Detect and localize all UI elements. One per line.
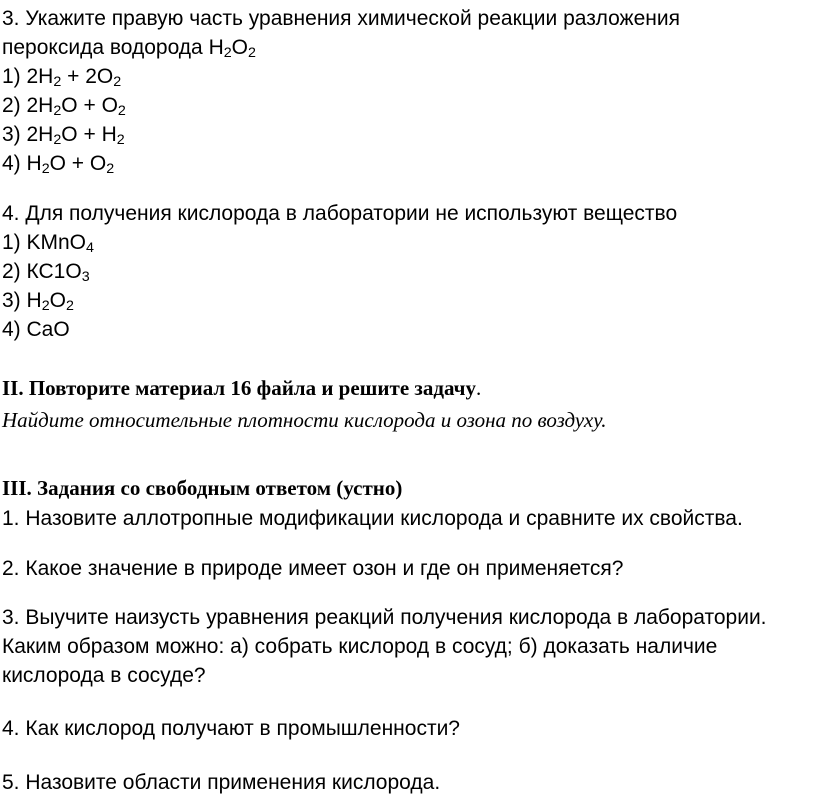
section2-heading xyxy=(2,375,481,401)
q3-option-2-text: 2) 2H xyxy=(2,94,54,117)
q4-option-2-sub: 3 xyxy=(81,269,90,286)
q3-option-2 xyxy=(2,93,126,119)
section2-task: Найдите относительные плотности кислорода и озона по воздуху. xyxy=(2,408,607,432)
q3-option-1-sub: 2 xyxy=(53,74,62,91)
q4-option-3-text2: O xyxy=(49,289,66,312)
q3-stem-line1: 3. Укажите правую часть уравнения химической реакции разложения xyxy=(2,7,680,30)
q3-option-1 xyxy=(2,64,121,90)
q3-option-2-text2: O + O xyxy=(61,94,118,117)
q4-option-2 xyxy=(2,259,90,285)
section2-heading-text: II. Повторите материал 16 файла и решите задачу xyxy=(2,376,476,400)
q3-stem-line2 xyxy=(2,35,256,61)
q4-option-2-text: 2) КС1O xyxy=(2,260,82,283)
q3-option-4-text: 4) H xyxy=(2,152,42,175)
q3-option-3-sub2: 2 xyxy=(116,132,125,149)
q3-option-4-sub: 2 xyxy=(41,161,50,178)
section3-question-3-line1: 3. Выучите наизусть уравнения реакций получения кислорода в лаборатории. xyxy=(2,606,767,629)
q3-option-1-text: 1) 2H xyxy=(2,65,54,88)
section3-question-2: 2. Какое значение в природе имеет озон и где он применяется? xyxy=(2,557,624,580)
q4-option-3-sub: 2 xyxy=(41,298,50,315)
q3-stem-text: пероксида водорода H xyxy=(2,36,224,59)
q4-option-3 xyxy=(2,288,74,314)
q3-option-4-text2: O + O xyxy=(49,152,107,175)
q4-option-1 xyxy=(2,230,94,256)
q3-stem-sub1: 2 xyxy=(223,45,232,62)
q4-option-4-text: 4) CaO xyxy=(2,318,70,341)
q3-option-3-sub: 2 xyxy=(53,132,62,149)
section3-question-3-line2: Каким образом можно: а) собрать кислород в сосуд; б) доказать наличие xyxy=(2,635,718,658)
q3-option-3-text: 3) 2H xyxy=(2,123,54,146)
section3-heading: III. Задания со свободным ответом (устно) xyxy=(2,476,403,500)
q3-option-1-sub2: 2 xyxy=(113,74,122,91)
q3-option-1-text2: + 2O xyxy=(61,65,114,88)
q4-option-1-text: 1) KMnO xyxy=(2,231,87,254)
q4-option-1-sub: 4 xyxy=(86,240,94,257)
section3-question-3-line3: кислорода в сосуде? xyxy=(2,664,206,687)
section3-question-4: 4. Как кислород получают в промышленности? xyxy=(2,717,460,740)
q3-stem-mid: O xyxy=(231,36,249,59)
q4-option-3-sub2: 2 xyxy=(65,298,74,315)
q3-option-3 xyxy=(2,122,125,148)
q3-option-2-sub2: 2 xyxy=(117,103,126,120)
q4-stem: 4. Для получения кислорода в лаборатории не используют вещество xyxy=(2,202,678,225)
q3-stem-sub2: 2 xyxy=(248,45,256,62)
q4-option-3-text: 3) H xyxy=(2,289,42,312)
q3-option-4-sub2: 2 xyxy=(106,161,115,178)
q3-option-3-text2: O + H xyxy=(61,123,117,146)
q3-option-4 xyxy=(2,151,114,177)
q4-option-4 xyxy=(2,317,70,343)
q3-option-2-sub: 2 xyxy=(53,103,62,120)
section3-question-5: 5. Назовите области применения кислорода. xyxy=(2,771,441,794)
section3-question-1: 1. Назовите аллотропные модификации кислорода и сравните их свойства. xyxy=(2,507,743,530)
section2-heading-end: . xyxy=(475,376,482,400)
